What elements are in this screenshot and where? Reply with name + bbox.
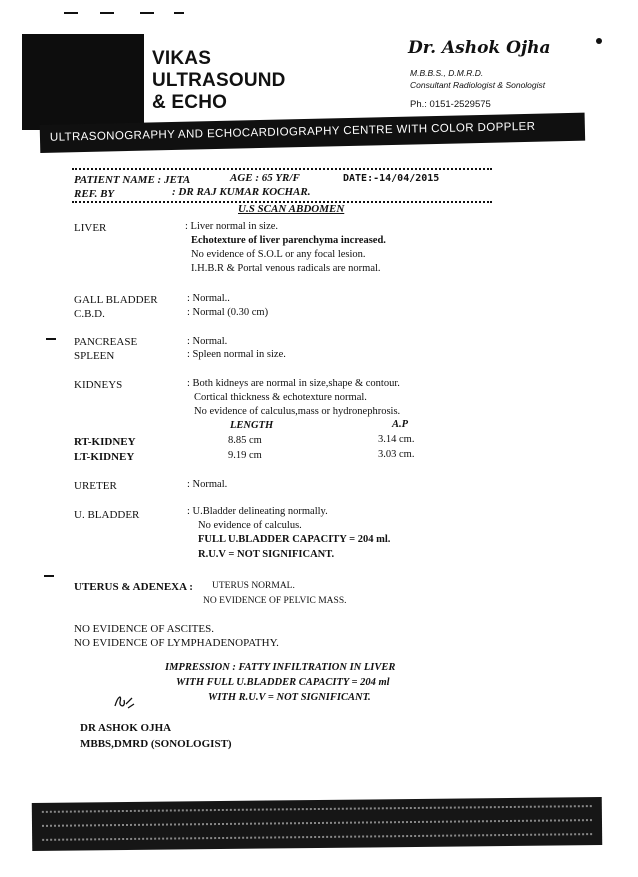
- kidneys-line-1: : Both kidneys are normal in size,shape & contour.: [187, 378, 400, 389]
- footer-line-2: [42, 819, 592, 829]
- liver-line-2: Echotexture of liver parenchyma increased.: [191, 235, 386, 246]
- liver-line-3: No evidence of S.O.L or any focal lesion.: [191, 249, 366, 260]
- footer-line-1: [42, 805, 592, 815]
- rt-kidney-label: RT-KIDNEY: [74, 436, 136, 448]
- bladder-capacity: FULL U.BLADDER CAPACITY = 204 ml.: [198, 534, 391, 545]
- lt-kidney-length: 9.19 cm: [228, 450, 262, 461]
- ureter-label: URETER: [74, 480, 117, 492]
- uterus-value: UTERUS NORMAL.: [212, 581, 295, 591]
- signature-qualification: MBBS,DMRD (SONOLOGIST): [80, 738, 232, 750]
- liver-label: LIVER: [74, 222, 107, 234]
- cbd-value: : Normal (0.30 cm): [187, 307, 269, 318]
- clinic-phone: Ph.: 0151-2529575: [410, 99, 491, 110]
- rt-kidney-length: 8.85 cm: [228, 435, 262, 446]
- bladder-ruv: R.U.V = NOT SIGNIFICANT.: [198, 549, 335, 560]
- brand-line-1: VIKAS: [152, 48, 212, 69]
- footer-line-3: [42, 833, 592, 843]
- kidneys-line-2: Cortical thickness & echotexture normal.: [194, 392, 367, 403]
- lt-kidney-label: LT-KIDNEY: [74, 451, 135, 463]
- liver-line-1: : Liver normal in size.: [185, 221, 279, 232]
- clinic-name: [152, 48, 286, 114]
- kidney-length-header: LENGTH: [230, 420, 274, 431]
- spleen-label: SPLEEN: [74, 350, 115, 362]
- banner-text: ULTRASONOGRAPHY AND ECHOCARDIOGRAPHY CENTRE WITH COLOR DOPPLER: [49, 120, 536, 144]
- spleen-value: : Spleen normal in size.: [187, 349, 286, 360]
- doctor-qualification: M.B.B.S., D.M.R.D.: [410, 68, 484, 78]
- report-title: U.S SCAN ABDOMEN: [238, 203, 345, 215]
- ref-by-label: REF. BY: [74, 188, 115, 200]
- footer-band: [32, 797, 602, 851]
- pancrease-label: PANCREASE: [74, 336, 138, 348]
- lt-kidney-ap: 3.03 cm.: [378, 449, 415, 460]
- impression-line-2: WITH FULL U.BLADDER CAPACITY = 204 ml: [176, 677, 390, 688]
- scan-mark: [44, 575, 54, 577]
- patient-name: PATIENT NAME : JETA: [74, 174, 191, 186]
- brand-line-3: & ECHO: [152, 92, 228, 113]
- brand-line-2: ULTRASOUND: [152, 70, 286, 91]
- ureter-value: : Normal.: [187, 479, 228, 490]
- uterus-label: UTERUS & ADENEXA :: [74, 581, 193, 593]
- kidneys-label: KIDNEYS: [74, 379, 123, 391]
- patient-age: AGE : 65 YR/F: [230, 172, 300, 184]
- doctor-name: Dr. Ashok Ojha: [408, 38, 551, 58]
- clinic-logo: [22, 34, 144, 130]
- kidney-ap-header: A.P: [392, 419, 409, 430]
- signature-scribble: [112, 692, 136, 712]
- kidneys-line-3: No evidence of calculus,mass or hydronephrosis.: [194, 406, 401, 417]
- gall-bladder-label: GALL BLADDER: [74, 294, 158, 306]
- bladder-line-2: No evidence of calculus.: [198, 520, 302, 531]
- cbd-label: C.B.D.: [74, 308, 105, 320]
- lymph-note: NO EVIDENCE OF LYMPHADENOPATHY.: [74, 637, 279, 649]
- impression-line-1: IMPRESSION : FATTY INFILTRATION IN LIVER: [165, 662, 396, 673]
- scan-mark: [64, 12, 78, 14]
- scan-mark: [140, 12, 154, 14]
- pancrease-value: : Normal.: [187, 336, 228, 347]
- liver-line-4: I.H.B.R & Portal venous radicals are normal.: [191, 263, 381, 274]
- bladder-line-1: : U.Bladder delineating normally.: [187, 506, 328, 517]
- report-date: DATE:-14/04/2015: [343, 173, 440, 184]
- uterus-line-2: NO EVIDENCE OF PELVIC MASS.: [203, 596, 347, 606]
- impression-line-3: WITH R.U.V = NOT SIGNIFICANT.: [208, 692, 371, 703]
- scan-mark: [174, 12, 184, 14]
- divider-top: [72, 168, 492, 170]
- doctor-role: Consultant Radiologist & Sonologist: [410, 80, 546, 90]
- scan-mark: [596, 38, 602, 44]
- bladder-label: U. BLADDER: [74, 509, 140, 521]
- rt-kidney-ap: 3.14 cm.: [378, 434, 415, 445]
- ref-by-value: : DR RAJ KUMAR KOCHAR.: [172, 186, 311, 198]
- signature-name: DR ASHOK OJHA: [80, 722, 172, 734]
- gall-bladder-value: : Normal..: [187, 293, 230, 304]
- ascites-note: NO EVIDENCE OF ASCITES.: [74, 623, 214, 635]
- scan-mark: [100, 12, 114, 14]
- scan-mark: [46, 338, 56, 340]
